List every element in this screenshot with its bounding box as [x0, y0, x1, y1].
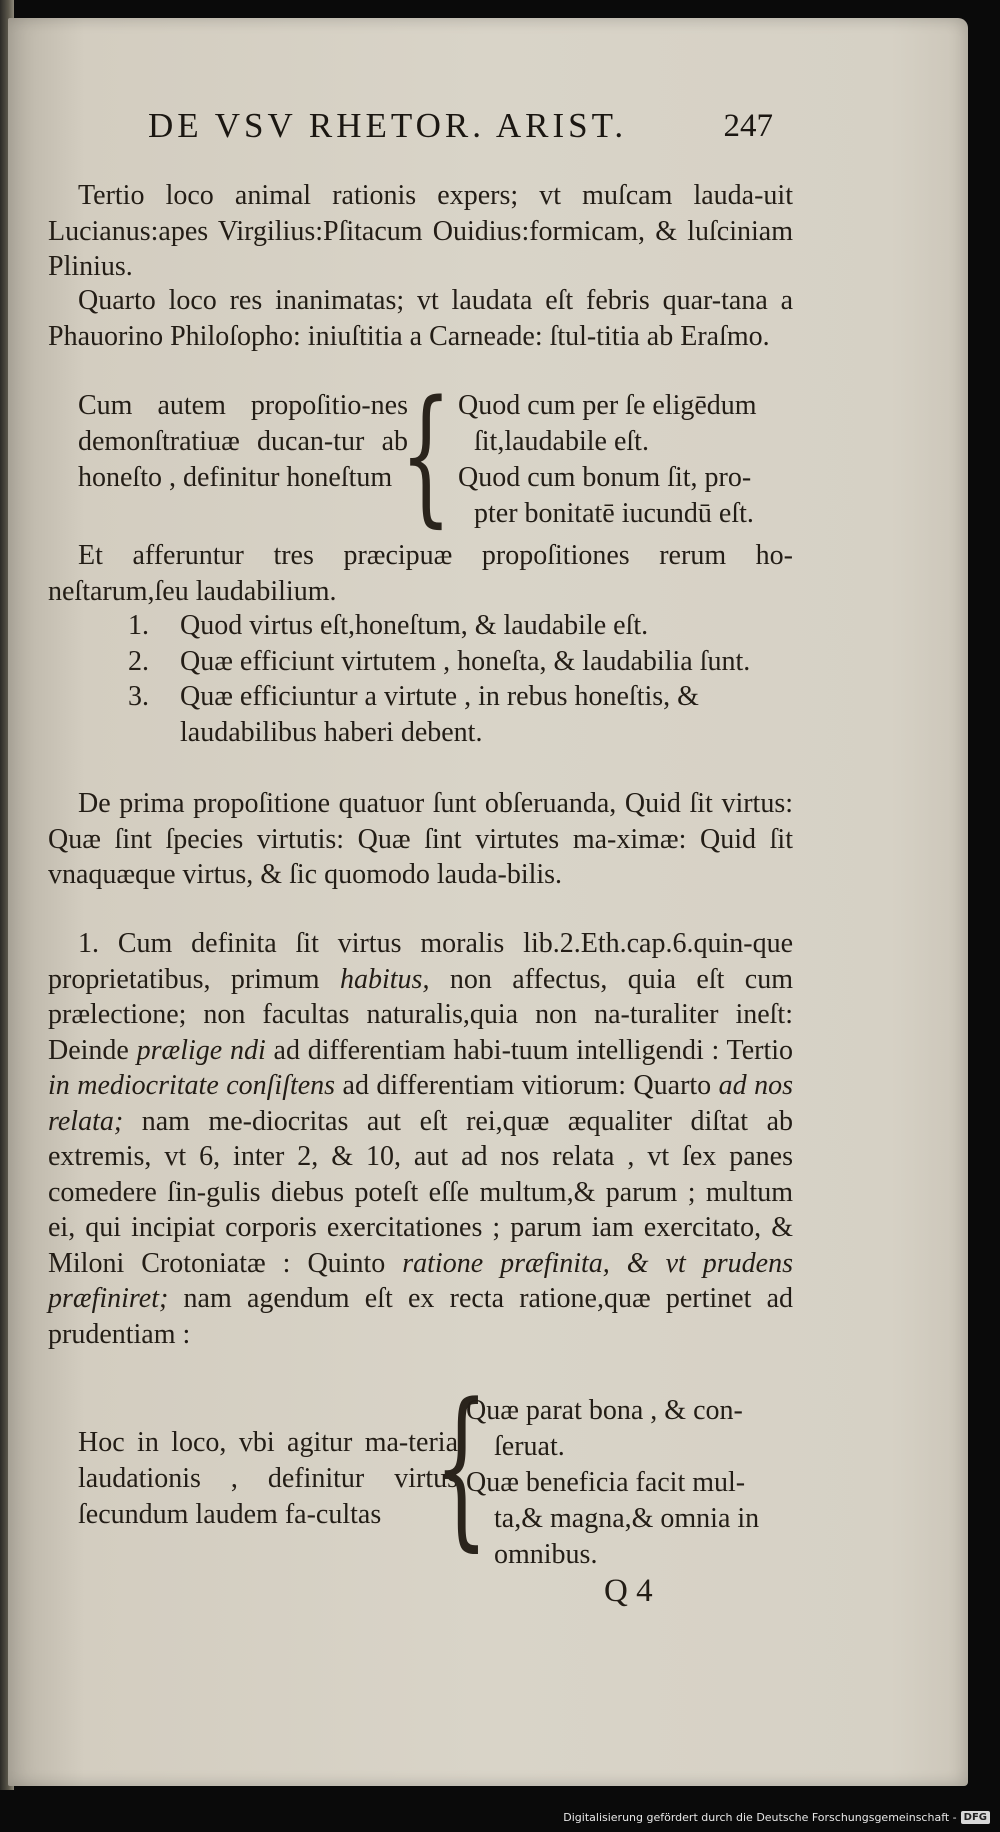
definition-item-2: Quod cum bonum ſit, pro-: [458, 462, 752, 493]
definition-item-1: Quæ parat bona , & con-: [466, 1395, 743, 1426]
signature-mark: Q 4: [604, 1573, 653, 1609]
honestum-definition: [48, 369, 793, 541]
paragraph-animals: Tertio loco animal rationis expers; vt muſcam lauda-uit Lucianus:apes Virgilius:Pſitacum Ouidius:formicam, & luſciniam Plinius.: [48, 180, 793, 282]
curly-brace: {: [434, 1366, 489, 1567]
list-item-number: 3.: [128, 681, 149, 712]
list-item-text: Quæ efficiuntur a virtute , in rebus honeſtis, & laudabilibus haberi debent.: [180, 681, 699, 748]
curly-brace: {: [400, 369, 452, 541]
page-header: [118, 106, 773, 158]
list-item: [128, 644, 793, 680]
virtue-definition-left: Hoc in loco, vbi agitur ma-teria laudationis , definitur virtus ſecundum laudem fa-cultas: [78, 1427, 458, 1530]
italic-term: in mediocritate conſiſtens: [48, 1070, 336, 1101]
paragraph-virtue-definition: [48, 926, 793, 1352]
list-item: [128, 679, 793, 750]
digitization-credit: [563, 1811, 990, 1824]
definition-item-2: Quæ beneficia facit mul-: [466, 1467, 746, 1498]
virtue-definition-block: [48, 1366, 793, 1570]
text-run: nam me-diocritas aut eſt rei,quæ æqualiter diſtat ab extremis, vt 6, inter 2, & 10, aut ad nos relata , vt ſex panes comedere ſin-gulis diebus poteſt eſſe multum,& parum ; multum ei, qui incipiat corporis exercitationes ; parum iam exercitato, & Miloni Crotoniatæ : Quinto: [48, 1105, 794, 1279]
definition-item-1-cont: ſeruat.: [494, 1431, 565, 1462]
honestum-definition-right: [458, 388, 793, 532]
text-run: non affectus, quia eſt cum prælectione; non facultas naturalis,quia non na-turaliter ineſt: Deinde: [48, 963, 793, 1066]
paragraph-inanimate: Quarto loco res inanimatas; vt laudata eſt febris quar-tana a Phauorino Philoſopho: iniuſtitia a Carneade: ſtul-titia ab Eraſmo.: [48, 285, 793, 352]
book-page: [8, 18, 968, 1786]
credit-text: Digitalisierung gefördert durch die Deutsche Forschungsgemeinschaft -: [563, 1811, 957, 1824]
italic-term: habitus,: [340, 963, 430, 995]
definition-item-2-cont: ta,& magna,& omnia in: [494, 1503, 760, 1534]
definition-item-2-cont: pter bonitatē iucundū eſt.: [474, 498, 754, 529]
italic-term: ad nos relata;: [48, 1070, 794, 1137]
text-run: ad differentiam vitiorum: Quarto: [342, 1070, 712, 1101]
page-number: 247: [723, 108, 773, 144]
text-run: 1. Cum definita ſit virtus moralis lib.2.Eth.cap.6.quin-que proprietatibus, primum: [48, 928, 793, 995]
definition-item-1-cont: ſit,laudabile eſt.: [474, 426, 649, 457]
definition-item-2-cont: omnibus.: [494, 1539, 598, 1570]
text-run: ad differentiam habi-tuum intelligendi : Tertio: [273, 1034, 794, 1066]
definition-item-1: Quod cum per ſe eligēdum: [458, 390, 757, 421]
propositions-list: [128, 608, 793, 750]
honestum-definition-left: Cum autem propoſitio-nes demonſtratiuæ ducan-tur ab honeſto , definitur honeſtum: [78, 390, 408, 493]
virtue-definition-right: [466, 1393, 796, 1573]
paragraph-observanda: De prima propoſitione quatuor ſunt obſeruanda, Quid ſit virtus: Quæ ſint ſpecies virtutis: Quæ ſint virtutes ma-ximæ: Quid ſit vnaquæque virtus, & ſic quomodo lauda-bilis.: [48, 788, 793, 890]
list-item-text: Quod virtus eſt,honeſtum, & laudabile eſt.: [180, 610, 649, 641]
italic-term: prælige ndi: [136, 1034, 266, 1066]
text-run: nam agendum eſt ex recta ratione,quæ pertinet ad prudentiam :: [48, 1283, 793, 1350]
paragraph-propositions: Et afferuntur tres præcipuæ propoſitiones rerum ho-neſtarum,ſeu laudabilium.: [48, 540, 793, 607]
italic-term: ratione præfinita, & vt prudens præfiniret;: [48, 1247, 794, 1314]
list-item: [128, 608, 793, 644]
list-item-text: Quæ efficiunt virtutem , honeſta, & laudabilia ſunt.: [180, 645, 751, 677]
dfg-logo: DFG: [961, 1811, 990, 1824]
list-item-number: 2.: [128, 645, 149, 677]
running-head: DE VSV RHETOR. ARIST.: [148, 106, 628, 145]
list-item-number: 1.: [128, 610, 149, 641]
